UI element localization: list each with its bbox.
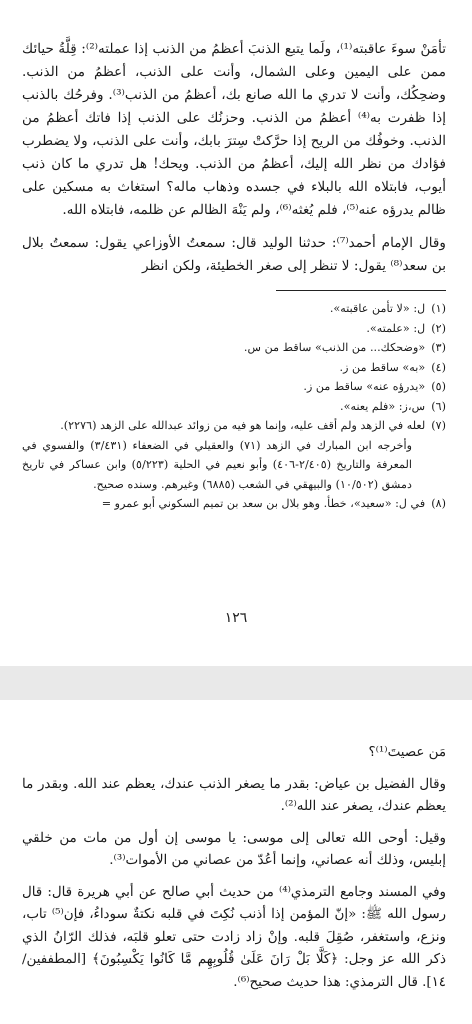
footnotes (22, 299, 446, 514)
footnote: (٢) ل: «علمته». (366, 321, 446, 335)
body-paragraph: مَن عصيتَ⁽¹⁾؟ (368, 745, 446, 760)
footnote: (٦) س،ز: «فلم يعنه». (340, 399, 446, 413)
body-paragraph: تأمَنْ سوءَ عاقبته⁽¹⁾، ولَما يتبع الذنبَ أعظمُ من الذنب إذا عملته⁽²⁾: قِلَّةُ حيائك ممن على اليمين وعلى الشمال، وأنت على الذنب، أعظمُ من الذنب. وضحِكُك، وأنت لا تدري ما الله صانع بك، أعظمُ من الذنب⁽³⁾. وفرحُك بالذنب إذا ظفرت به⁽⁴⁾ أعظمُ من الذنب. وحزنُك على الذنب إذا فاتك أعظمُ من الذنب. وخوفُك من الريح إذا حرَّكتْ سِترَ بابك، وأنت على الذنب، ولا يضطرب فؤادك من نظر الله إليك، أعظمُ من الذنب. ويحك! هل تدري ما كان ذنب أيوب، فابتلاه الله بالبلاء في جسده وذهاب ماله؟ استغاث به مسكين على ظالم يدرؤه عنه⁽⁵⁾، فلم يُغثه⁽⁶⁾، ولم يَنْهَ الظالم عن ظلمه، فابتلاه الله. (22, 41, 447, 218)
page-number: ١٢٦ (224, 610, 248, 626)
main-text (22, 38, 446, 278)
body-paragraph: وفي المسند وجامع الترمذي⁽⁴⁾ من حديث أبي صالح عن أبي هريرة قال: قال رسول الله ﷺ: «إنّ المؤمن إذا أذنب نُكِتَ في قلبه نكتةٌ سوداءُ، فإن⁽⁵⁾ تاب، ونزع، واستغفر، صُقِلَ قلبه. وإنْ زاد زادت حتى تعلو قلبَه، فذلك الرّانُ الذي ذكر الله عز وجل: ﴿كَلَّا بَلْ رَانَ عَلَىٰ قُلُوبِهِم مَّا كَانُوا يَكْسِبُونَ﴾ [المطففين/ ١٤]. قال الترمذي: هذا حديث صحيح⁽⁶⁾. (22, 884, 447, 990)
footnote: (٣) «وضحكك... من الذنب» ساقط من س. (243, 341, 446, 354)
body-paragraph: وقيل: أوحى الله تعالى إلى موسى: يا موسى إن أول من مات من خلقي إبليس، وذلك أنه عصاني، وإنما أعُدّ من عصاني من الأموات⁽³⁾. (22, 830, 446, 868)
footnote: (٨) في ل: «سعيد»، خطأ. وهو بلال بن سعد بن تميم السكوني أبو عمرو = (101, 497, 446, 510)
footnote: (١) ل: «لا تأمن عاقبته». (329, 302, 446, 315)
book-page-127 (0, 700, 472, 1024)
body-paragraph: وقال الفضيل بن عياض: بقدر ما يصغر الذنب عندك، يعظم عند الله. وبقدر ما يعظم عندك، يصغر عند الله⁽²⁾. (22, 776, 446, 814)
footnote: (٥) «يدرؤه عنه» ساقط من ز. (303, 380, 446, 393)
footnote: (٧) لعله في الزهد ولم أقف عليه، وإنما هو فيه من زوائد عبدالله على الزهد (٢٢٧٦). (60, 419, 446, 432)
page-gap (0, 666, 472, 700)
footnote-separator (276, 290, 446, 291)
footnote: (٤) «به» ساقط من ز. (339, 360, 446, 374)
footnote-continuation: وأخرجه ابن المبارك في الزهد (٧١) والعقيلي في الضعفاء (٣/٤٣١) والفسوي في المعرفة والتاريخ (٢/٤٠٥-٤٠٦) وأبو نعيم في الحلية (٥/٢٢٣) وابن عساكر في تاريخ دمشق (١٠/٥٠٢) والبيهقي في الشعب (٦٨٨٥) وغيرهم. وسنده صحيح. (22, 438, 412, 491)
body-paragraph: وقال الإمام أحمد⁽⁷⁾: حدثنا الوليد قال: سمعتُ الأوزاعي يقول: سمعتُ بلال بن سعد⁽⁸⁾ يقول: لا تنظر إلى صغر الخطيئة، ولكن انظر (22, 235, 446, 274)
main-text (22, 742, 446, 994)
